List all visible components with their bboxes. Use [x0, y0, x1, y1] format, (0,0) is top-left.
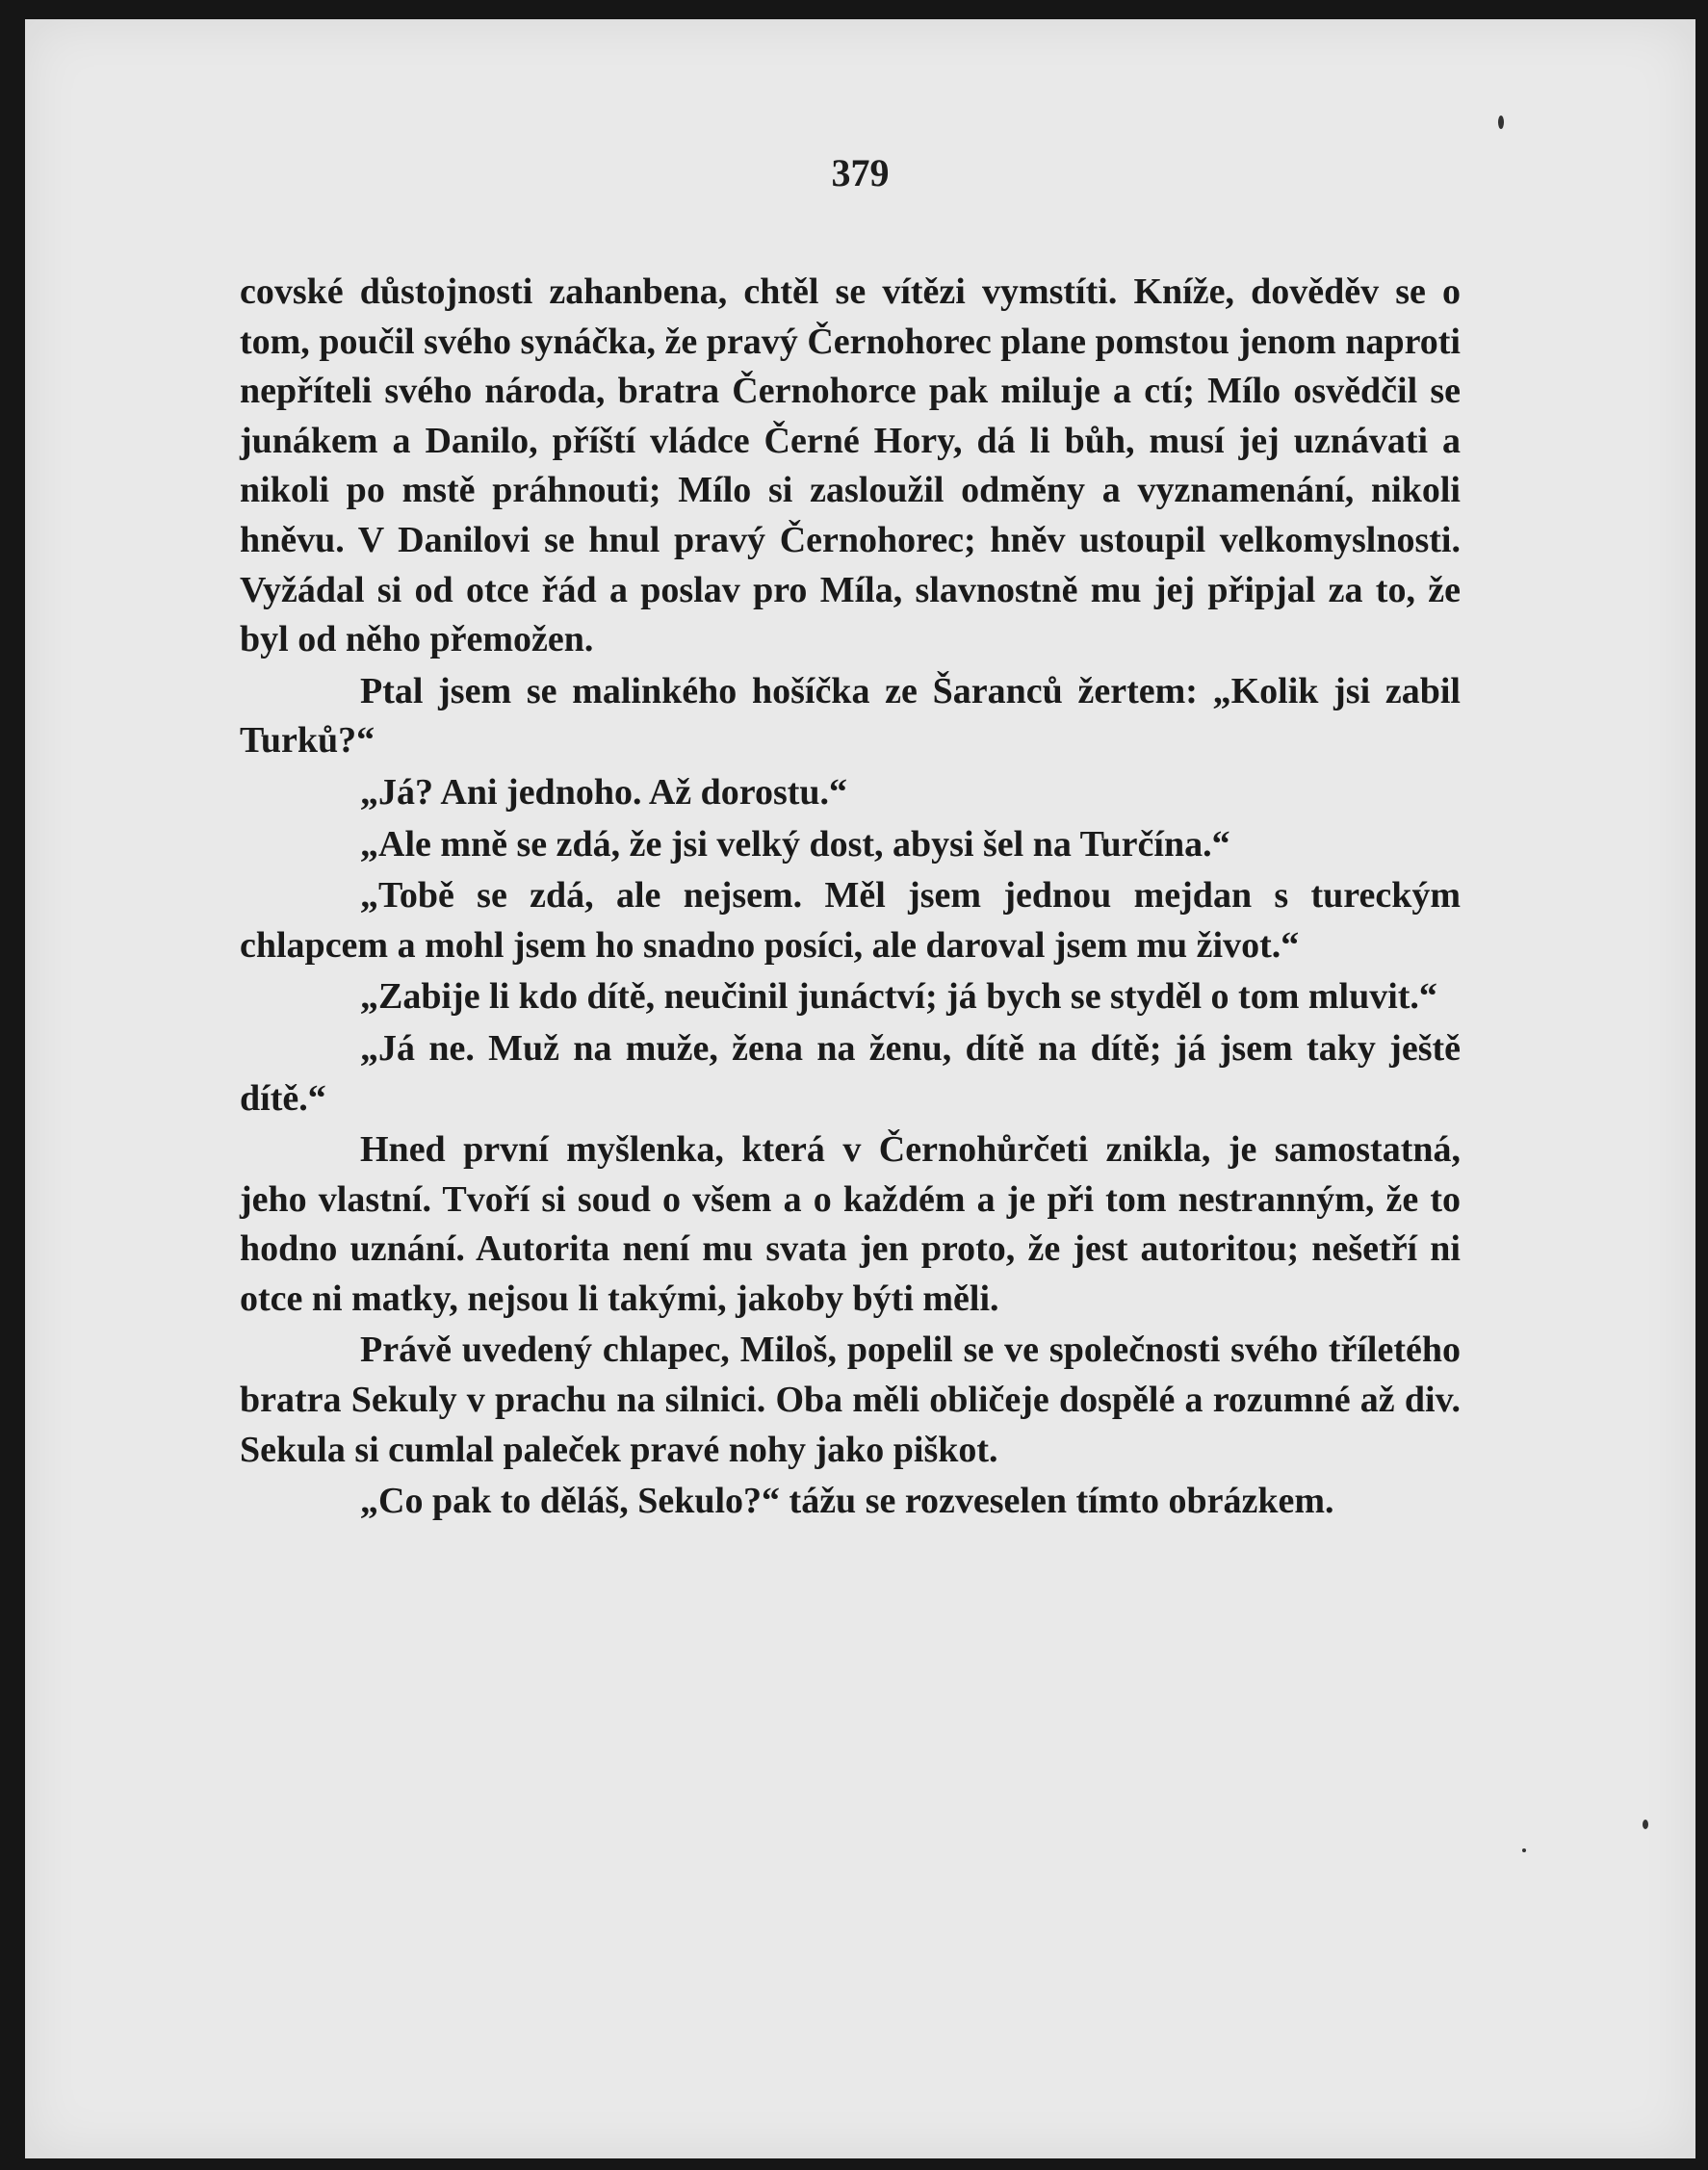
paragraph: Hned první myšlenka, která v Černohůrčeti znikla, je samostatná, jeho vlastní. Tvoří si soud o všem a o každém a je při tom nestranným, že to hodno uznání. Autorita není mu svata jen proto, že jest autoritou; nešetří ni otce ni matky, nejsou li takými, jakoby býti měli.	[240, 1129, 1461, 1319]
paragraph: „Zabije li kdo dítě, neučinil junáctví; já bych se styděl o tom mluvit.“	[360, 976, 1437, 1018]
paragraph: „Tobě se zdá, ale nejsem. Měl jsem jednou mejdan s tureckým chlapcem a mohl jsem ho snadno posíci, ale daroval jsem mu život.“	[240, 875, 1461, 966]
scan-speck	[1498, 116, 1504, 129]
body-text	[240, 268, 1461, 1527]
page-number: 379	[831, 151, 890, 194]
paragraph: „Co pak to děláš, Sekulo?“ tážu se rozveselen tímto obrázkem.	[360, 1481, 1334, 1522]
book-page	[25, 19, 1695, 2158]
scan-speck	[1643, 1820, 1648, 1829]
paragraph: „Ale mně se zdá, že jsi velký dost, abysi šel na Turčína.“	[360, 823, 1230, 865]
paragraph: „Já? Ani jednoho. Až dorostu.“	[360, 771, 848, 813]
paragraph: covské důstojnosti zahanbena, chtěl se vítězi vymstíti. Kníže, dověděv se o tom, poučil svého synáčka, že pravý Černohorec plane pomstou jenom naproti nepříteli svého národa, bratra Černohorce pak miluje a ctí; Mílo osvědčil se junákem a Danilo, příští vládce Černé Hory, dá li bůh, musí jej uznávati a nikoli po mstě práhnouti; Mílo si zasloužil odměny a vyznamenání, nikoli hněvu. V Danilovi se hnul pravý Černohorec; hněv ustoupil velkomyslnosti. Vyžádal si od otce řád a poslav pro Míla, slavnostně mu jej připjal za to, že byl od něho přemožen.	[240, 271, 1461, 660]
scan-speck	[1522, 1848, 1526, 1852]
paragraph: „Já ne. Muž na muže, žena na ženu, dítě na dítě; já jsem taky ještě dítě.“	[240, 1027, 1461, 1119]
paragraph: Ptal jsem se malinkého hošíčka ze Šaranců žertem: „Kolik jsi zabil Turků?“	[240, 670, 1461, 762]
paragraph: Právě uvedený chlapec, Miloš, popelil se ve společnosti svého tříletého bratra Sekuly v prachu na silnici. Oba měli obličeje dospělé a rozumné až div. Sekula si cumlal paleček pravé nohy jako piškot.	[240, 1330, 1461, 1470]
